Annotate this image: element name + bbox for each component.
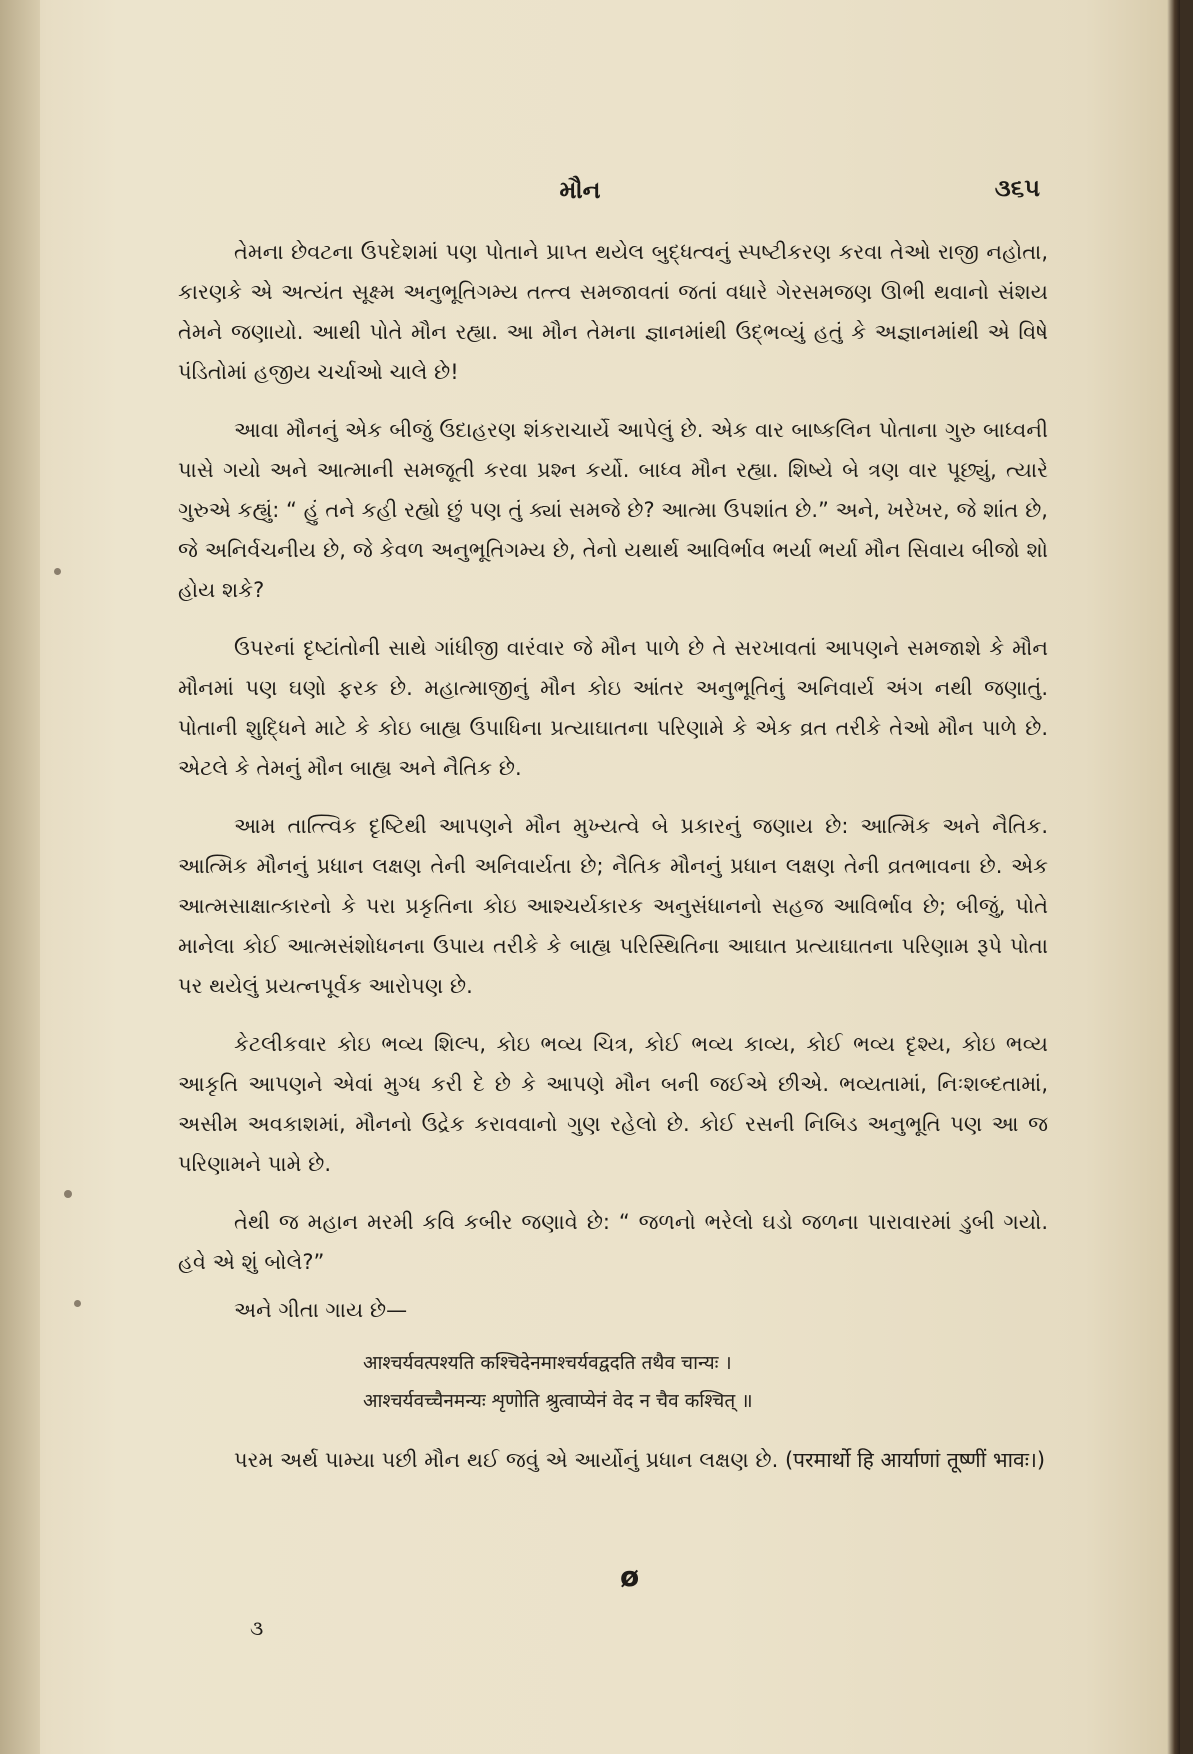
page-number: ૩૬૫ [994, 174, 1040, 202]
page-header [120, 176, 1040, 216]
paragraph-gandhiji: ઉપરનાં દૃષ્ટાંતોની સાથે ગાંધીજી વારંવાર જે મૌન પાળે છે તે સરખાવતાં આપણને સમજાશે કે મૌન મૌનમાં પણ ઘણો ફરક છે. મહાત્માજીનું મૌન કોઇ આંતર અનુભૂતિનું અનિવાર્ય અંગ નથી જણાતું. પોતાની શુદ્ધિને માટે કે કોઇ બાહ્ય ઉપાધિના પ્રત્યાઘાતના પરિણામે કે એક વ્રત તરીકે તેઓ મૌન પાળે છે. એટલે કે તેમનું મૌન બાહ્ય અને નૈતિક છે. [178, 636, 1048, 780]
sanskrit-verse [178, 1344, 1048, 1420]
binding-hole-mark [74, 1300, 81, 1307]
verse-line: आश्चर्यवच्चैनमन्यः शृणोति श्रुत्वाप्येनं वेद न चैव कश्चित् ॥ [363, 1390, 753, 1412]
running-title: મૌન [559, 176, 601, 204]
paragraph-kabir: તેથી જ મહાન મરમી કવિ કબીર જણાવે છે: “ જળનો ભરેલો ઘડો જળના પારાવારમાં ડુબી ગયો. હવે એ શું બોલે?” [178, 1210, 1048, 1274]
paragraph-gita-intro: અને ગીતા ગાય છે— [234, 1298, 408, 1322]
paragraph-two-kinds: આમ તાત્ત્વિક દૃષ્ટિથી આપણને મૌન મુખ્યત્વે બે પ્રકારનું જણાય છે: આત્મિક અને નૈતિક. આત્મિક મૌનનું પ્રધાન લક્ષણ તેની અનિવાર્યતા છે; નૈતિક મૌનનું પ્રધાન લક્ષણ તેની વ્રતભાવના છે. એક આત્મસાક્ષાત્કારનો કે પરા પ્રકૃતિના કોઇ આશ્ચર્યકારક અનુસંધાનનો સહજ આવિર્ભાવ છે; બીજું, પોતે માનેલા કોઈ આત્મસંશોધનના ઉપાય તરીકે કે બાહ્ય પરિસ્થિતિના આઘાત પ્રત્યાઘાતના પરિણામ રૂપે પોતા પર થયેલું પ્રયત્નપૂર્વક આરોપણ છે. [178, 814, 1048, 998]
signature-mark: ૩ [250, 1616, 264, 1640]
page-gutter [0, 0, 40, 1754]
binding-hole-mark [64, 1190, 72, 1198]
paragraph-grandeur: કેટલીકવાર કોઇ ભવ્ય શિલ્પ, કોઇ ભવ્ય ચિત્ર, કોઈ ભવ્ય કાવ્ય, કોઈ ભવ્ય દૃશ્ય, કોઇ ભવ્ય આકૃતિ આપણને એવાં મુગ્ધ કરી દે છે કે આપણે મૌન બની જઈએ છીએ. ભવ્યતામાં, નિઃશબ્દતામાં, અસીમ અવકાશમાં, મૌનનો ઉદ્રેક કરાવવાનો ગુણ રહેલો છે. કોઈ રસની નિબિડ અનુભૂતિ પણ આ જ પરિણામને પામે છે. [178, 1032, 1048, 1176]
binding-hole-mark [54, 568, 61, 575]
paragraph-buddha: તેમના છેવટના ઉપદેશમાં પણ પોતાને પ્રાપ્ત થયેલ બુદ્ધત્વનું સ્પષ્ટીકરણ કરવા તેઓ રાજી નહોતા, કારણકે એ અત્યંત સૂક્ષ્મ અનુભૂતિગમ્ય તત્ત્વ સમજાવતાં જતાં વધારે ગેરસમજણ ઊભી થવાનો સંશય તેમને જણાયો. આથી પોતે મૌન રહ્યા. આ મૌન તેમના જ્ઞાનમાંથી ઉદ્ભવ્યું હતું કે અજ્ઞાનમાંથી એ વિષે પંડિતોમાં હજીય ચર્ચાઓ ચાલે છે! [178, 240, 1048, 384]
page-body [178, 232, 1048, 1498]
end-ornament: ø [620, 1560, 640, 1593]
verse-line: आश्चर्यवत्पश्यति कश्चिदेनमाश्चर्यवद्वदति तथैव चान्यः । [363, 1352, 732, 1374]
page-edge [1167, 0, 1180, 1754]
paragraph-shankaracharya: આવા મૌનનું એક બીજું ઉદાહરણ શંકરાચાર્યે આપેલું છે. એક વાર બાષ્કલિન પોતાના ગુરુ બાધ્વની પાસે ગયો અને આત્માની સમજૂતી કરવા પ્રશ્ન કર્યો. બાધ્વ મૌન રહ્યા. શિષ્યે બે ત્રણ વાર પૂછ્યું, ત્યારે ગુરુએ કહ્યું: “ હું તને કહી રહ્યો છું પણ તું ક્યાં સમજે છે? આત્મા ઉપશાંત છે.” અને, ખરેખર, જે શાંત છે, જે અનિર્વચનીય છે, જે કેવળ અનુભૂતિગમ્ય છે, તેનો યથાર્થ આવિર્ભાવ ભર્યા ભર્યા મૌન સિવાય બીજો શો હોય શકે? [178, 418, 1048, 602]
paragraph-closing: પરમ અર્થ પામ્યા પછી મૌન થઈ જવું એ આર્યોનું પ્રધાન લક્ષણ છે. (परमार्थो हि आर्याणां तूष्णीं भावः।) [234, 1448, 1046, 1472]
